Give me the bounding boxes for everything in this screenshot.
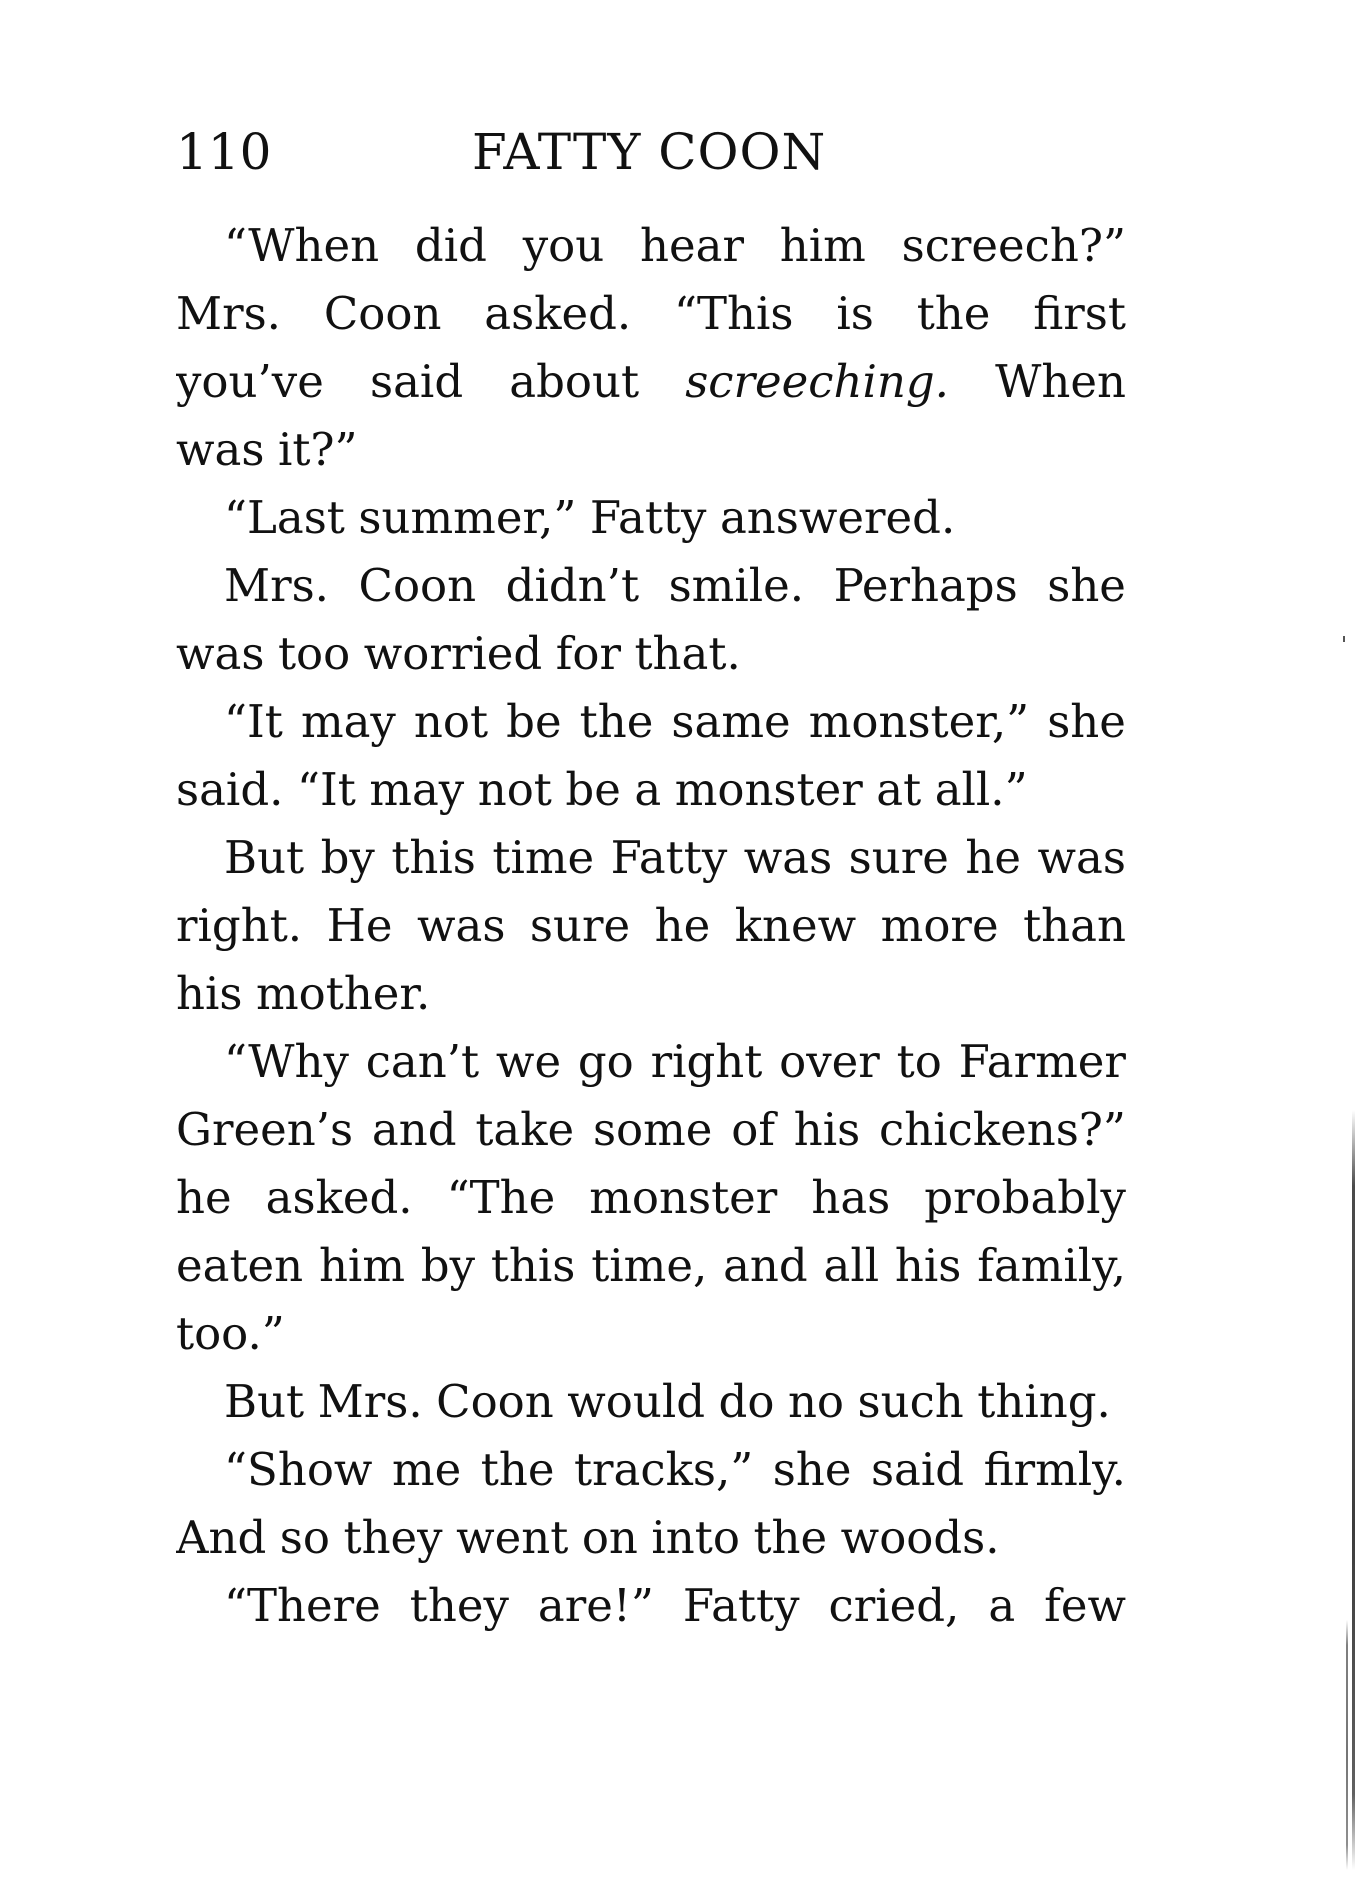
word: a (988, 1579, 1016, 1632)
word: Fatty (610, 831, 728, 884)
word: eaten (176, 1239, 304, 1292)
word: monster (589, 1171, 778, 1224)
word: tracks,” (573, 1443, 754, 1496)
text-line (176, 1232, 1126, 1300)
word: are!” (537, 1579, 654, 1632)
word: not (413, 695, 489, 748)
word: Coon (436, 1375, 554, 1428)
word: at (876, 763, 922, 816)
word: mother. (255, 967, 431, 1020)
word: right (650, 1035, 763, 1088)
scan-speck (1343, 636, 1345, 642)
word: Green’s (176, 1103, 354, 1156)
word: than (1023, 899, 1126, 952)
page-number: 110 (176, 123, 272, 181)
word: sure (848, 831, 949, 884)
word: this (391, 831, 476, 884)
word: “Show (224, 1443, 373, 1496)
word: too (277, 627, 351, 680)
word: you (522, 219, 605, 272)
word: monster (674, 763, 863, 816)
word: first (1033, 287, 1126, 340)
text-line (176, 484, 1126, 552)
word: the (579, 695, 654, 748)
word: all.” (934, 763, 1028, 816)
word: thing. (977, 1375, 1111, 1428)
text-line (176, 960, 1126, 1028)
word: “The (446, 1171, 556, 1224)
word: too.” (176, 1307, 285, 1360)
word: to (896, 1035, 942, 1088)
word: “Last (224, 491, 345, 544)
word: by (320, 831, 375, 884)
word: “It (296, 763, 356, 816)
word: they (343, 1511, 443, 1564)
text-line (176, 620, 1126, 688)
text-line (176, 824, 1126, 892)
word: answered. (719, 491, 956, 544)
word: screeching. (685, 355, 949, 408)
word: “It (224, 695, 283, 748)
word: and (723, 1239, 808, 1292)
word: he (654, 899, 711, 952)
word: said (870, 1443, 965, 1496)
word: you’ve (176, 355, 324, 408)
word: went (456, 1511, 569, 1564)
word: not (477, 763, 552, 816)
word: smile. (668, 559, 805, 612)
text-line (176, 1300, 1126, 1368)
word: “This (674, 287, 794, 340)
word: on (581, 1511, 638, 1564)
word: his (793, 1103, 861, 1156)
word: may (369, 763, 465, 816)
word: it?” (277, 423, 358, 476)
word: did (414, 219, 487, 272)
word: Coon (323, 287, 442, 340)
text-line (176, 892, 1126, 960)
word: When (995, 355, 1126, 408)
word: asked. (265, 1171, 413, 1224)
page-header (176, 122, 1126, 182)
text-line (176, 1028, 1126, 1096)
text-line (176, 688, 1126, 756)
word: was (176, 423, 265, 476)
word: time, (591, 1239, 708, 1292)
word: Farmer (958, 1035, 1126, 1088)
word: Mrs. (224, 559, 329, 612)
word: would (567, 1375, 706, 1428)
scan-edge-mark (1352, 1110, 1355, 1870)
word: “When (224, 219, 380, 272)
word: right. (176, 899, 303, 952)
word: is (836, 287, 874, 340)
word: this (490, 1239, 576, 1292)
word: was (176, 627, 265, 680)
word: the (753, 1511, 828, 1564)
word: was (1037, 831, 1126, 884)
word: may (300, 695, 396, 748)
word: He (326, 899, 393, 952)
word: so (279, 1511, 330, 1564)
word: and (371, 1103, 457, 1156)
word: “There (224, 1579, 381, 1632)
running-title: FATTY COON (472, 123, 827, 181)
word: Fatty (589, 491, 707, 544)
word: of (731, 1103, 775, 1156)
word: few (1044, 1579, 1126, 1632)
word: was (416, 899, 506, 952)
text-line (176, 1096, 1126, 1164)
word: screech?” (901, 219, 1126, 272)
text-line (176, 212, 1126, 280)
word: woods. (840, 1511, 1000, 1564)
body-text (176, 212, 1126, 1640)
word: more (880, 899, 999, 952)
word: summer,” (358, 491, 577, 544)
word: the (916, 287, 991, 340)
word: has (811, 1171, 891, 1224)
word: said. (176, 763, 284, 816)
text-line (176, 1164, 1126, 1232)
word: by (420, 1239, 476, 1292)
word: him (779, 219, 866, 272)
word: a (634, 763, 662, 816)
word: worried (363, 627, 543, 680)
word: me (391, 1443, 462, 1496)
word: knew (734, 899, 857, 952)
word: But (224, 1375, 305, 1428)
word: was (743, 831, 833, 884)
word: family, (977, 1239, 1126, 1292)
word: be (565, 763, 621, 816)
word: Mrs. (317, 1375, 423, 1428)
word: “Why (224, 1035, 349, 1088)
word: she (772, 1443, 852, 1496)
text-line (176, 1572, 1126, 1640)
text-line (176, 552, 1126, 620)
word: But (224, 831, 305, 884)
word: didn’t (505, 559, 640, 612)
word: firmly. (983, 1443, 1126, 1496)
word: about (509, 355, 640, 408)
word: Perhaps (833, 559, 1018, 612)
word: cried, (828, 1579, 960, 1632)
word: we (495, 1035, 562, 1088)
word: such (857, 1375, 964, 1428)
word: she (1047, 559, 1126, 612)
word: asked. (484, 287, 632, 340)
word: sure (529, 899, 631, 952)
word: Coon (358, 559, 477, 612)
word: for (555, 627, 621, 680)
text-line (176, 280, 1126, 348)
word: him (318, 1239, 405, 1292)
word: no (787, 1375, 845, 1428)
word: the (480, 1443, 555, 1496)
text-line (176, 1504, 1126, 1572)
text-line (176, 756, 1126, 824)
word: monster,” (808, 695, 1030, 748)
word: Mrs. (176, 287, 281, 340)
word: his (894, 1239, 962, 1292)
word: do (718, 1375, 775, 1428)
word: same (671, 695, 791, 748)
scan-edge-mark (1346, 1620, 1348, 1870)
word: And (176, 1511, 267, 1564)
word: probably (924, 1171, 1126, 1224)
word: over (779, 1035, 880, 1088)
text-line (176, 1436, 1126, 1504)
text-line (176, 1368, 1126, 1436)
word: she (1047, 695, 1126, 748)
word: hear (640, 219, 744, 272)
word: go (577, 1035, 634, 1088)
text-line (176, 416, 1126, 484)
word: said (370, 355, 464, 408)
word: they (409, 1579, 509, 1632)
word: all (823, 1239, 880, 1292)
word: Fatty (682, 1579, 800, 1632)
word: he (965, 831, 1021, 884)
word: that. (634, 627, 741, 680)
word: some (592, 1103, 713, 1156)
word: into (651, 1511, 740, 1564)
word: be (506, 695, 562, 748)
word: time (492, 831, 595, 884)
text-line (176, 348, 1126, 416)
word: can’t (365, 1035, 480, 1088)
word: he (176, 1171, 232, 1224)
word: chickens?” (879, 1103, 1126, 1156)
word: take (475, 1103, 575, 1156)
word: his (176, 967, 243, 1020)
